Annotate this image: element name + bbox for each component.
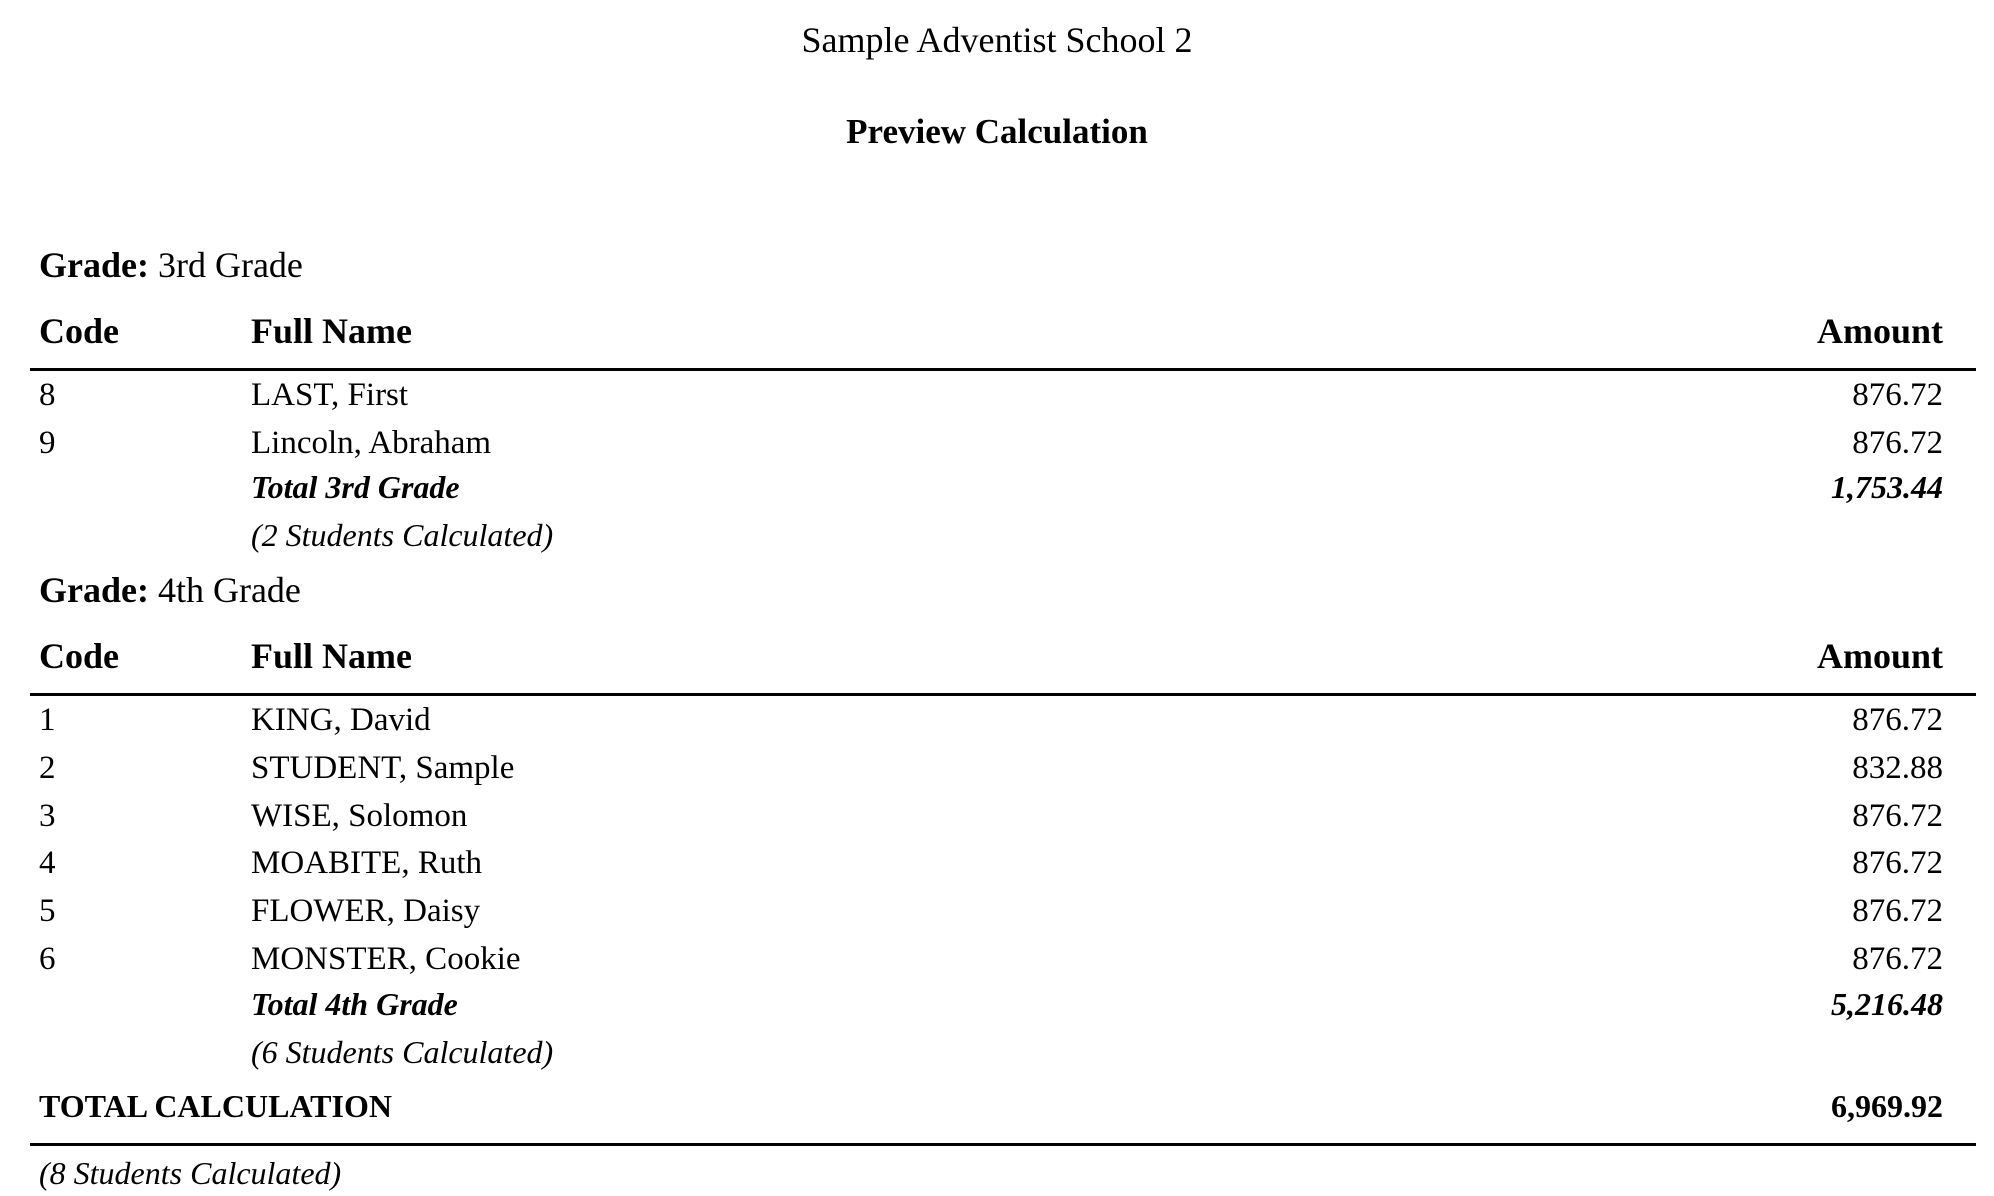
row-code: 2: [39, 750, 56, 786]
row-full-name: STUDENT, Sample: [251, 750, 515, 786]
column-header-code: Code: [39, 311, 119, 351]
row-amount: 876.72: [1852, 798, 1943, 834]
group-student-count: (2 Students Calculated): [251, 517, 554, 553]
row-full-name: MOABITE, Ruth: [251, 845, 482, 881]
grand-total-label: TOTAL CALCULATION: [39, 1088, 392, 1124]
row-amount: 832.88: [1852, 750, 1943, 786]
row-code: 6: [39, 941, 56, 977]
report-title: Preview Calculation: [846, 112, 1148, 151]
header-divider: [30, 693, 1976, 696]
row-full-name: KING, David: [251, 702, 431, 738]
row-full-name: WISE, Solomon: [251, 798, 468, 834]
row-amount: 876.72: [1852, 845, 1943, 881]
column-header-full-name: Full Name: [251, 311, 412, 351]
grade-label: Grade:: [39, 245, 149, 285]
grade-value: 4th Grade: [157, 570, 301, 610]
row-amount: 876.72: [1852, 941, 1943, 977]
row-code: 5: [39, 893, 56, 929]
column-header-code: Code: [39, 636, 119, 676]
column-header-full-name: Full Name: [251, 636, 412, 676]
row-amount: 876.72: [1852, 702, 1943, 738]
row-code: 9: [39, 425, 56, 461]
row-full-name: FLOWER, Daisy: [251, 893, 481, 929]
grand-total-divider: [30, 1143, 1976, 1146]
column-header-amount: Amount: [1816, 311, 1943, 351]
grand-total-student-count: (8 Students Calculated): [39, 1155, 342, 1191]
row-amount: 876.72: [1852, 377, 1943, 413]
row-code: 4: [39, 845, 56, 881]
group-total-label: Total 4th Grade: [251, 986, 458, 1022]
grade-heading: [39, 247, 303, 283]
group-total-label: Total 3rd Grade: [251, 469, 460, 505]
row-code: 1: [39, 702, 56, 738]
group-total-amount: 1,753.44: [1831, 469, 1943, 505]
school-name: Sample Adventist School 2: [801, 20, 1193, 60]
grand-total-amount: 6,969.92: [1831, 1088, 1943, 1124]
column-header-amount: Amount: [1816, 636, 1943, 676]
grade-heading: [39, 572, 301, 608]
header-divider: [30, 368, 1976, 371]
group-student-count: (6 Students Calculated): [251, 1034, 554, 1070]
row-amount: 876.72: [1852, 893, 1943, 929]
row-code: 3: [39, 798, 56, 834]
row-full-name: Lincoln, Abraham: [251, 425, 492, 461]
row-full-name: LAST, First: [251, 377, 409, 413]
grade-label: Grade:: [39, 570, 149, 610]
row-amount: 876.72: [1852, 425, 1943, 461]
row-full-name: MONSTER, Cookie: [251, 941, 521, 977]
grade-value: 3rd Grade: [157, 245, 303, 285]
row-code: 8: [39, 377, 56, 413]
group-total-amount: 5,216.48: [1831, 986, 1943, 1022]
